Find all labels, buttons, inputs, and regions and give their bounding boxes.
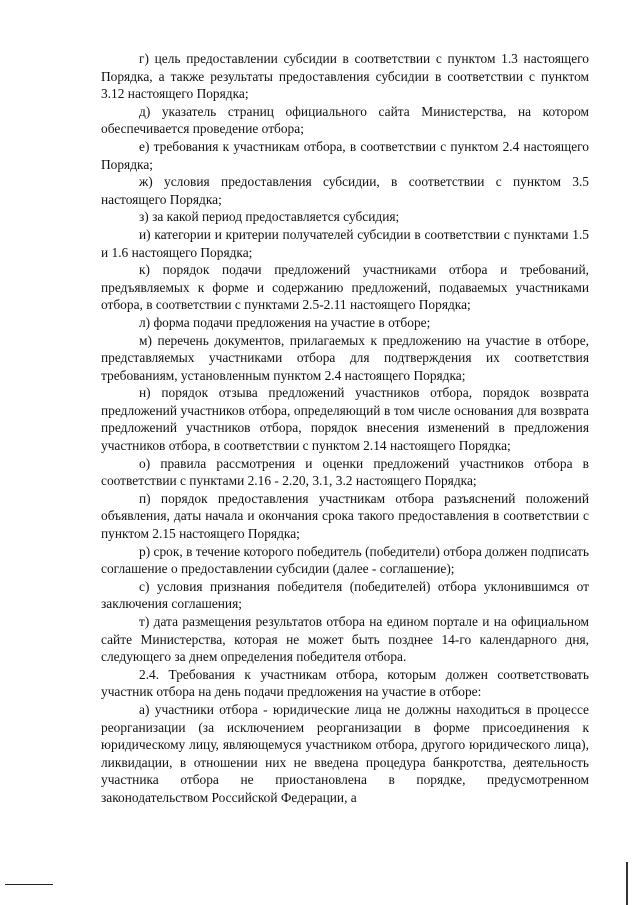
list-item-g: г) цель предоставлении субсидии в соответствии с пунктом 1.3 настоящего Порядка, а также результаты предоставления субсидии в соответствии с пунктом 3.12 настоящего Порядка; — [101, 51, 589, 102]
list-item-k: к) порядок подачи предложений участниками отбора и требований, предъявляемых к форме и содержанию предложений, подаваемых участниками отбора, в соответствии с пунктами 2.5-2.11 настоящего Порядка; — [101, 262, 589, 313]
list-item-e: е) требования к участникам отбора, в соответствии с пунктом 2.4 настоящего Порядка; — [101, 138, 589, 172]
list-item-m: м) перечень документов, прилагаемых к предложению на участие в отборе, представляемых участниками отбора для подтверждения их соответствия требованиям, установленным пунктом 2.4 настоящего Порядка; — [101, 332, 589, 383]
scan-edge-mark — [626, 862, 628, 905]
list-item-l: л) форма подачи предложения на участие в отборе; — [139, 314, 431, 330]
list-item-t: т) дата размещения результатов отбора на едином портале и на официальном сайте Министерства, которая не может быть позднее 14-го календарного дня, следующего за днем определения победителя отбора. — [101, 614, 589, 665]
list-item-n: н) порядок отзыва предложений участников отбора, порядок возврата предложений участников отбора, определяющий в том числе основания для возврата предложений участников отбора, порядок внесения изменений в предложения участников отбора, в соответствии с пунктом 2.14 настоящего Порядка; — [101, 385, 589, 454]
list-item-i: и) категории и критерии получателей субсидии в соответствии с пунктами 1.5 и 1.6 настоящего Порядка; — [101, 226, 589, 260]
list-item-p: п) порядок предоставления участникам отбора разъяснений положений объявления, даты начала и окончания срока такого предоставления в соответствии с пунктом 2.15 настоящего Порядка; — [101, 490, 589, 542]
list-item-zh: ж) условия предоставления субсидии, в соответствии с пунктом 3.5 настоящего Порядка; — [101, 174, 589, 207]
document-page — [101, 50, 589, 807]
list-item-o: о) правила рассмотрения и оценки предложений участников отбора в соответствии с пунктами 2.16 - 2.20, 3.1, 3.2 настоящего Порядка; — [101, 455, 589, 489]
list-item-d: д) указатель страниц официального сайта Министерства, на котором обеспечивается проведение отбора; — [101, 103, 589, 137]
list-item-a: а) участники отбора - юридические лица не должны находиться в процессе реорганизации (за исключением реорганизации в форме присоединения к юридическому лицу, являющемуся участником отбора, другого юридического лица), ликвидации, в отношении них не введена процедура банкротства, деятельность участника отбора не приостановлена в порядке, предусмотренном законодательством Российской Федерации, а — [101, 701, 589, 805]
list-item-z: з) за какой период предоставляется субсидия; — [139, 209, 400, 225]
footnote-rule — [5, 884, 53, 885]
section-2-4-heading: 2.4. Требования к участникам отбора, которым должен соответствовать участник отбора на день подачи предложения на участие в отборе: — [101, 666, 589, 700]
list-item-r: р) срок, в течение которого победитель (победители) отбора должен подписать соглашение о предоставлении субсидии (далее - соглашение); — [101, 543, 589, 577]
list-item-s: с) условия признания победителя (победителей) отбора уклонившимся от заключения соглашения; — [101, 578, 589, 612]
